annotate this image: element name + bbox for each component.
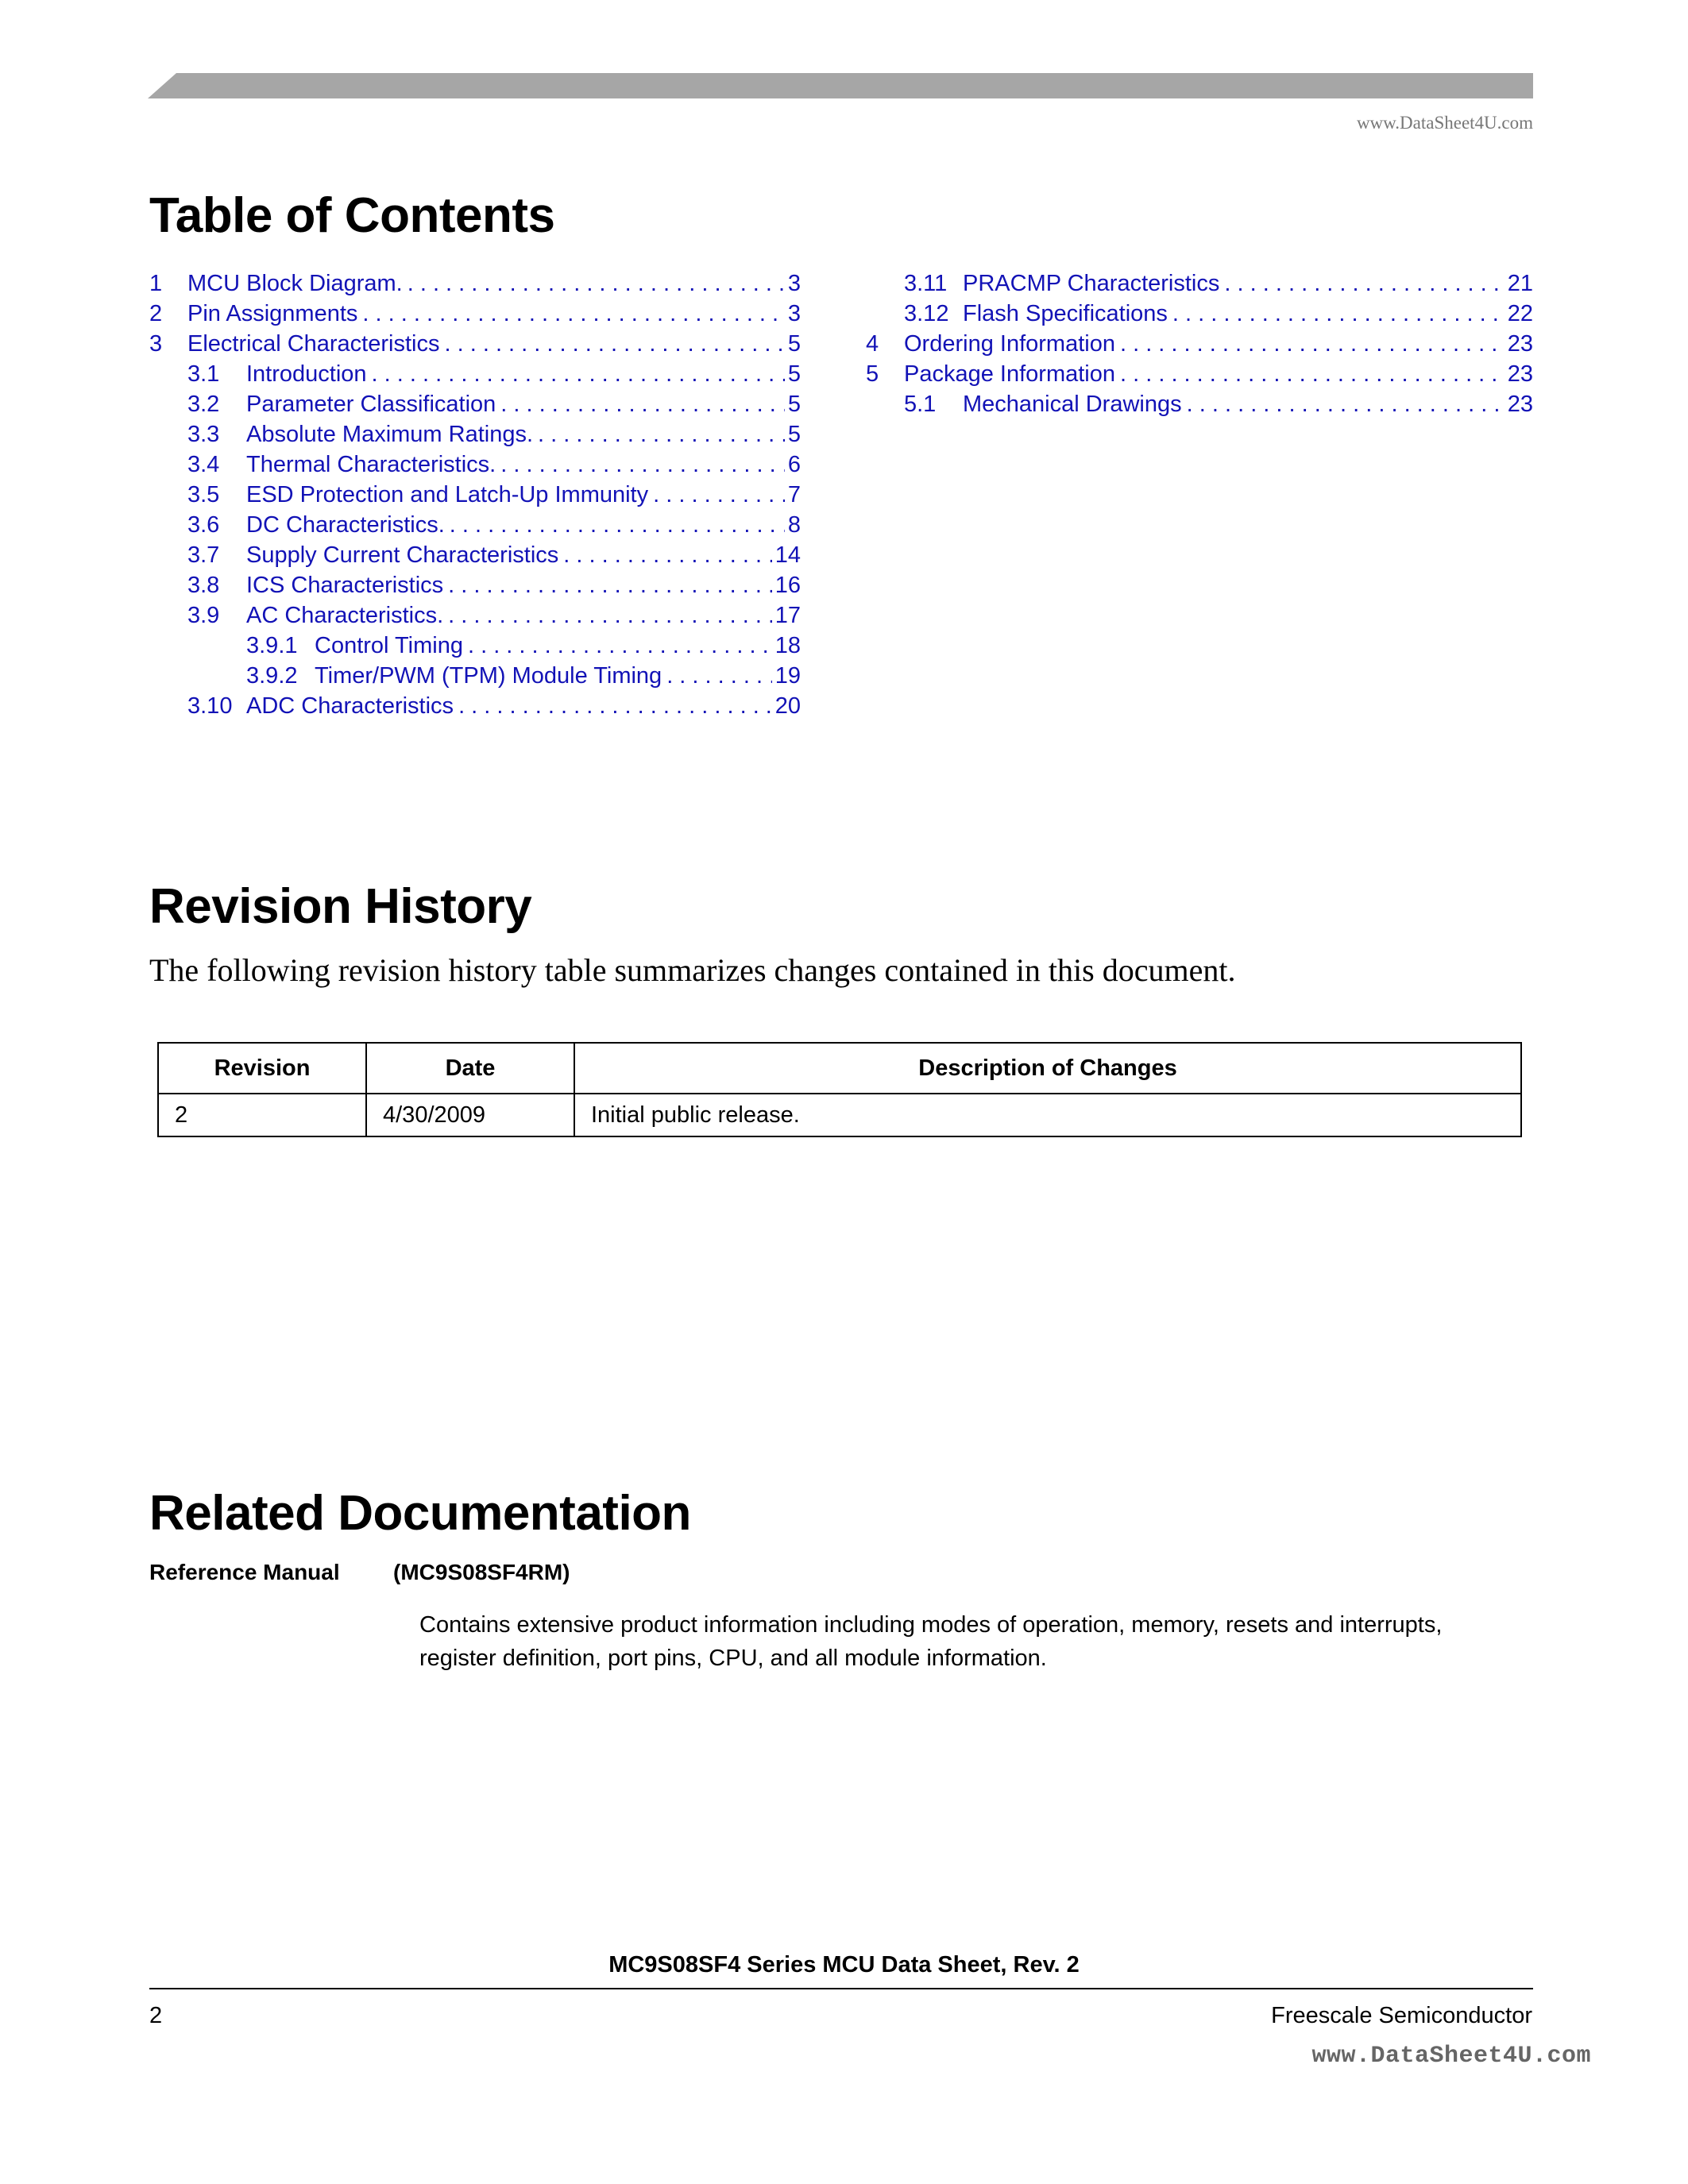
toc-entry-title[interactable]: Supply Current Characteristics [246, 542, 559, 568]
toc-entry-number: 3.1 [187, 361, 220, 387]
toc-entry-title[interactable]: Introduction [246, 361, 367, 387]
revision-cell: 2 [158, 1094, 366, 1136]
footer-title: MC9S08SF4 Series MCU Data Sheet, Rev. 2 [608, 1952, 1080, 1978]
column-header-description: Description of Changes [574, 1043, 1521, 1094]
toc-entry-title[interactable]: Control Timing [315, 633, 463, 658]
toc-entry-page: 23 [1507, 361, 1533, 387]
toc-dot-leader [372, 359, 785, 389]
toc-entry-page: 5 [787, 361, 801, 387]
toc-entry-number: 3.8 [187, 573, 220, 598]
toc-dot-leader [444, 329, 784, 359]
toc-entry[interactable] [149, 480, 801, 510]
toc-entry[interactable] [149, 631, 801, 661]
toc-dot-leader [1187, 389, 1505, 419]
toc-entry-title[interactable]: DC Characteristics. [246, 512, 445, 538]
toc-entry-title[interactable]: Electrical Characteristics [187, 331, 440, 357]
toc-entry-page: 23 [1507, 331, 1533, 357]
toc-dot-leader [450, 510, 785, 540]
toc-dot-leader [1224, 268, 1504, 299]
page-number: 2 [149, 2003, 163, 2028]
toc-entry[interactable] [149, 268, 801, 299]
revision-history-heading: Revision History [149, 879, 532, 934]
footer-divider [149, 1988, 1533, 1989]
toc-entry-number: 4 [866, 331, 879, 357]
reference-manual-label: Reference Manual [149, 1560, 340, 1584]
description-cell: Initial public release. [574, 1094, 1521, 1136]
toc-dot-leader [653, 480, 785, 510]
toc-entry-number: 3.7 [187, 542, 220, 568]
toc-heading: Table of Contents [149, 188, 555, 243]
toc-entry-number: 3 [149, 331, 163, 357]
toc-entry-page: 16 [774, 573, 801, 598]
toc-entry-page: 18 [774, 633, 801, 658]
toc-entry[interactable] [866, 268, 1533, 299]
revision-table [157, 1042, 1522, 1137]
toc-entry[interactable] [149, 329, 801, 359]
toc-dot-leader [538, 419, 785, 450]
toc-entry-title[interactable]: ESD Protection and Latch-Up Immunity [246, 482, 649, 507]
toc-entry[interactable] [149, 600, 801, 631]
toc-entry-page: 19 [774, 663, 801, 689]
toc-entry-number: 1 [149, 271, 163, 296]
toc-entry-page: 21 [1507, 271, 1533, 296]
toc-entry-number: 3.9 [187, 603, 220, 628]
header-band [0, 0, 1688, 103]
toc-dot-leader [1120, 359, 1505, 389]
toc-right-column [866, 268, 1533, 419]
date-cell: 4/30/2009 [366, 1094, 574, 1136]
toc-entry-number: 3.10 [187, 693, 233, 719]
toc-entry-page: 5 [787, 422, 801, 447]
toc-entry[interactable] [149, 510, 801, 540]
toc-dot-leader [448, 600, 772, 631]
toc-dot-leader [362, 299, 784, 329]
toc-entry-title[interactable]: MCU Block Diagram. [187, 271, 403, 296]
toc-entry-title[interactable]: Package Information [904, 361, 1115, 387]
toc-entry[interactable] [866, 359, 1533, 389]
toc-entry-page: 3 [787, 271, 801, 296]
toc-entry-title[interactable]: ICS Characteristics [246, 573, 444, 598]
revision-table-header [158, 1043, 1521, 1094]
toc-entry[interactable] [149, 359, 801, 389]
toc-left-column [149, 268, 801, 721]
toc-entry[interactable] [149, 299, 801, 329]
toc-dot-leader [458, 691, 772, 721]
related-documentation-heading: Related Documentation [149, 1486, 691, 1541]
toc-entry[interactable] [866, 389, 1533, 419]
toc-entry-number: 3.4 [187, 452, 220, 477]
toc-entry-number: 2 [149, 301, 163, 326]
toc-dot-leader [1172, 299, 1505, 329]
toc-entry-number: 3.9.2 [246, 663, 298, 689]
toc-entry-number: 3.3 [187, 422, 220, 447]
toc-entry[interactable] [149, 570, 801, 600]
toc-dot-leader [563, 540, 771, 570]
toc-entry-number: 5.1 [904, 392, 937, 417]
toc-entry-page: 14 [774, 542, 801, 568]
toc-entry-title[interactable]: AC Characteristics. [246, 603, 444, 628]
reference-manual-code: (MC9S08SF4RM) [393, 1560, 570, 1584]
toc-entry-title[interactable]: Mechanical Drawings [963, 392, 1182, 417]
toc-dot-leader [1120, 329, 1505, 359]
toc-entry-number: 3.5 [187, 482, 220, 507]
toc-entry-page: 6 [787, 452, 801, 477]
column-header-date: Date [366, 1043, 574, 1094]
toc-dot-leader [468, 631, 772, 661]
toc-entry-number: 5 [866, 361, 879, 387]
toc-dot-leader [448, 570, 772, 600]
toc-entry-number: 3.6 [187, 512, 220, 538]
toc-entry-page: 20 [774, 693, 801, 719]
toc-entry-number: 3.2 [187, 392, 220, 417]
toc-entry-page: 17 [774, 603, 801, 628]
toc-entry[interactable] [149, 691, 801, 721]
toc-dot-leader [500, 389, 785, 419]
toc-dot-leader [666, 661, 772, 691]
toc-entry-title[interactable]: Thermal Characteristics. [246, 452, 496, 477]
toc-entry[interactable] [149, 389, 801, 419]
toc-entry-title[interactable]: Parameter Classification [246, 392, 496, 417]
toc-entry[interactable] [149, 540, 801, 570]
company-name: Freescale Semiconductor [1271, 2003, 1532, 2028]
toc-entry-title[interactable]: ADC Characteristics [246, 693, 454, 719]
watermark-bottom: www.DataSheet4U.com [1311, 2043, 1591, 2070]
reference-manual-description: Contains extensive product information including modes of operation, memory, resets and interrupts, register definition, port pins, CPU, and all module information. [419, 1612, 1443, 1671]
toc-entry-page: 3 [787, 301, 801, 326]
toc-dot-leader [408, 268, 785, 299]
toc-entry-title[interactable]: Flash Specifications [963, 301, 1168, 326]
toc-entry-page: 23 [1507, 392, 1533, 417]
toc-entry[interactable] [149, 661, 801, 691]
toc-entry-number: 3.9.1 [246, 633, 298, 658]
toc-entry-page: 5 [787, 392, 801, 417]
toc-entry-page: 8 [787, 512, 801, 538]
toc-entry-page: 7 [787, 482, 801, 507]
toc-entry-title[interactable]: Absolute Maximum Ratings. [246, 422, 534, 447]
toc-dot-leader [500, 450, 785, 480]
column-header-revision: Revision [158, 1043, 366, 1094]
table-row [158, 1094, 1521, 1136]
toc-entry-title[interactable]: Timer/PWM (TPM) Module Timing [315, 663, 662, 689]
revision-history-intro: The following revision history table summarizes changes contained in this document. [149, 952, 1236, 988]
toc-entry[interactable] [149, 450, 801, 480]
watermark-top: www.DataSheet4U.com [1356, 113, 1533, 133]
toc-entry[interactable] [149, 419, 801, 450]
toc-entry[interactable] [866, 329, 1533, 359]
toc-entry-page: 5 [787, 331, 801, 357]
toc-entry-title[interactable]: Pin Assignments [187, 301, 358, 326]
toc-entry-number: 3.12 [904, 301, 949, 326]
toc-entry-number: 3.11 [904, 271, 948, 296]
toc-entry[interactable] [866, 299, 1533, 329]
toc-entry-title[interactable]: Ordering Information [904, 331, 1115, 357]
toc-entry-title[interactable]: PRACMP Characteristics [963, 271, 1220, 296]
toc-entry-page: 22 [1507, 301, 1533, 326]
